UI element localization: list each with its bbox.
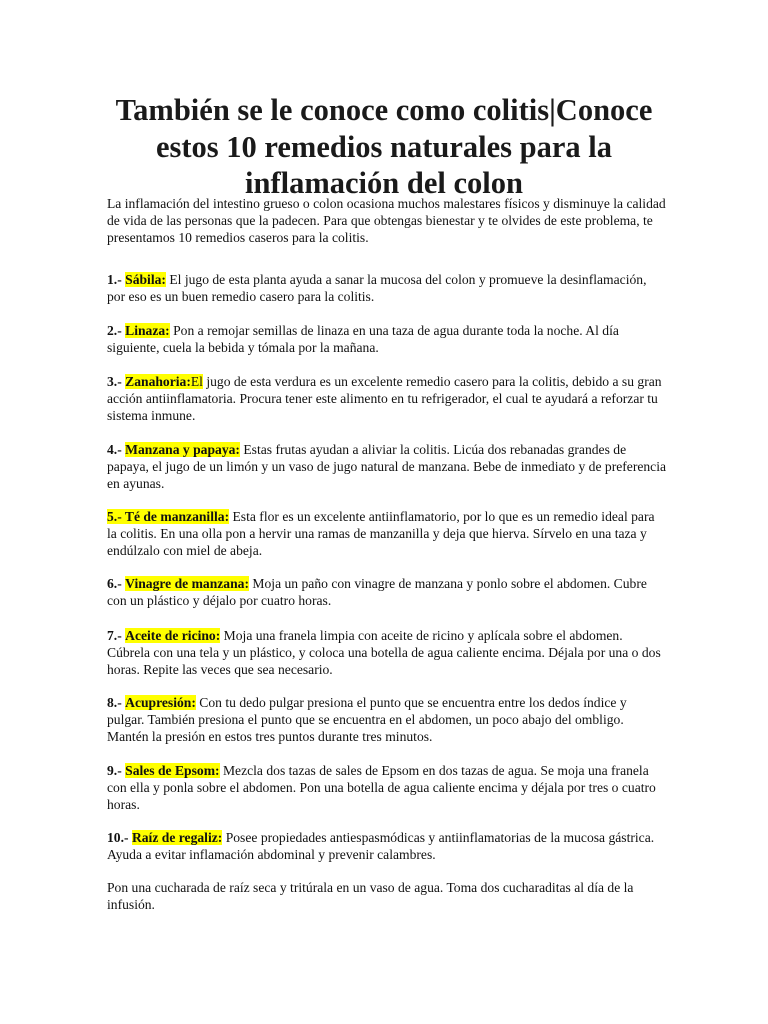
remedy-name: Aceite de ricino: (125, 628, 221, 643)
remedy-7 (107, 627, 667, 679)
remedy-9 (107, 762, 667, 814)
remedy-6 (107, 575, 667, 609)
closing-paragraph: Pon una cucharada de raíz seca y tritúrala en un vaso de agua. Toma dos cucharaditas al día de la infusión. (107, 880, 634, 913)
remedy-1 (107, 271, 667, 305)
remedy-number: 4.- (107, 442, 122, 457)
document-title: También se le conoce como colitis|Conoce estos 10 remedios naturales para la inflamación del colon (115, 93, 653, 200)
remedy-text: Estas frutas ayudan a aliviar la colitis. Licúa dos rebanadas grandes de papaya, el jugo de un limón y un vaso de jugo natural de manzana. Bebe de inmediato y de preferencia en ayunas. (107, 442, 667, 492)
remedy-name: Raíz de regaliz: (131, 830, 223, 845)
intro-paragraph: La inflamación del intestino grueso o colon ocasiona muchos malestares físicos y disminuye la calidad de vida de las personas que la padecen. Para que obtengas bienestar y te olvides de este problema, te presentamos 10 remedios caseros para la colitis. (107, 196, 666, 246)
remedy-number: 8.- (107, 695, 122, 710)
remedy-number: 1.- (107, 272, 122, 287)
remedy-name: Zanahoria: (125, 374, 191, 389)
remedy-text: Moja una franela limpia con aceite de ricino y aplícala sobre el abdomen. Cúbrela con una tela y un plástico, y coloca una botella de agua caliente encima. Déjala por una o dos horas. Repite las veces que sea necesario. (107, 628, 661, 678)
remedy-2 (107, 322, 667, 356)
remedy-highlighted-word: El (190, 374, 203, 389)
remedy-text: Mezcla dos tazas de sales de Epsom en dos tazas de agua. Se moja una franela con ella y ponla sobre el abdomen. Pon una botella de agua caliente encima y déjala por tres o cuatro horas. (107, 763, 656, 813)
remedy-text: Con tu dedo pulgar presiona el punto que se encuentra entre los dedos índice y pulgar. También presiona el punto que se encuentra en el abdomen, un poco abajo del ombligo. Mantén la presión en estos tres puntos durante tres minutos. (107, 695, 627, 745)
remedy-number: 6.- (107, 576, 122, 591)
remedy-text: Esta flor es un excelente antiinflamatorio, por lo que es un remedio ideal para la colitis. En una olla pon a hervir una ramas de manzanilla y deja que hierva. Sírvelo en una taza y endúlzalo con miel de abeja. (107, 509, 655, 559)
remedy-name: Sábila: (125, 272, 166, 287)
remedy-number: 10.- (107, 830, 129, 845)
remedy-5 (107, 508, 667, 560)
remedy-4 (107, 441, 667, 493)
remedy-text: Pon a remojar semillas de linaza en una taza de agua durante toda la noche. Al día siguiente, cuela la bebida y tómala por la mañana. (107, 323, 619, 356)
remedy-number: 3.- (107, 374, 122, 389)
remedy-10 (107, 829, 667, 863)
remedy-text: jugo de esta verdura es un excelente remedio casero para la colitis, debido a su gran acción antiinflamatoria. Procura tener este alimento en tu refrigerador, el cual te ayudará a reforzar tu sistema inmune. (107, 374, 662, 424)
remedy-number: 7.- (107, 628, 122, 643)
remedy-number: 9.- (107, 763, 122, 778)
remedy-text: Posee propiedades antiespasmódicas y antiinflamatorias de la mucosa gástrica. Ayuda a evitar inflamación abdominal y prevenir calambres. (107, 830, 655, 863)
remedy-text: Moja un paño con vinagre de manzana y ponlo sobre el abdomen. Cubre con un plástico y déjalo por cuatro horas. (107, 576, 647, 609)
remedy-name: Manzana y papaya: (125, 442, 240, 457)
remedy-8 (107, 694, 667, 746)
remedy-name: Vinagre de manzana: (125, 576, 249, 591)
remedy-name: Linaza: (125, 323, 170, 338)
remedy-name: 5.- Té de manzanilla: (107, 509, 230, 524)
remedy-number: 2.- (107, 323, 122, 338)
remedy-3 (107, 373, 667, 425)
remedy-text: El jugo de esta planta ayuda a sanar la mucosa del colon y promueve la desinflamación, por eso es un buen remedio casero para la colitis. (107, 272, 647, 305)
remedy-name: Acupresión: (125, 695, 196, 710)
remedy-name: Sales de Epsom: (125, 763, 220, 778)
